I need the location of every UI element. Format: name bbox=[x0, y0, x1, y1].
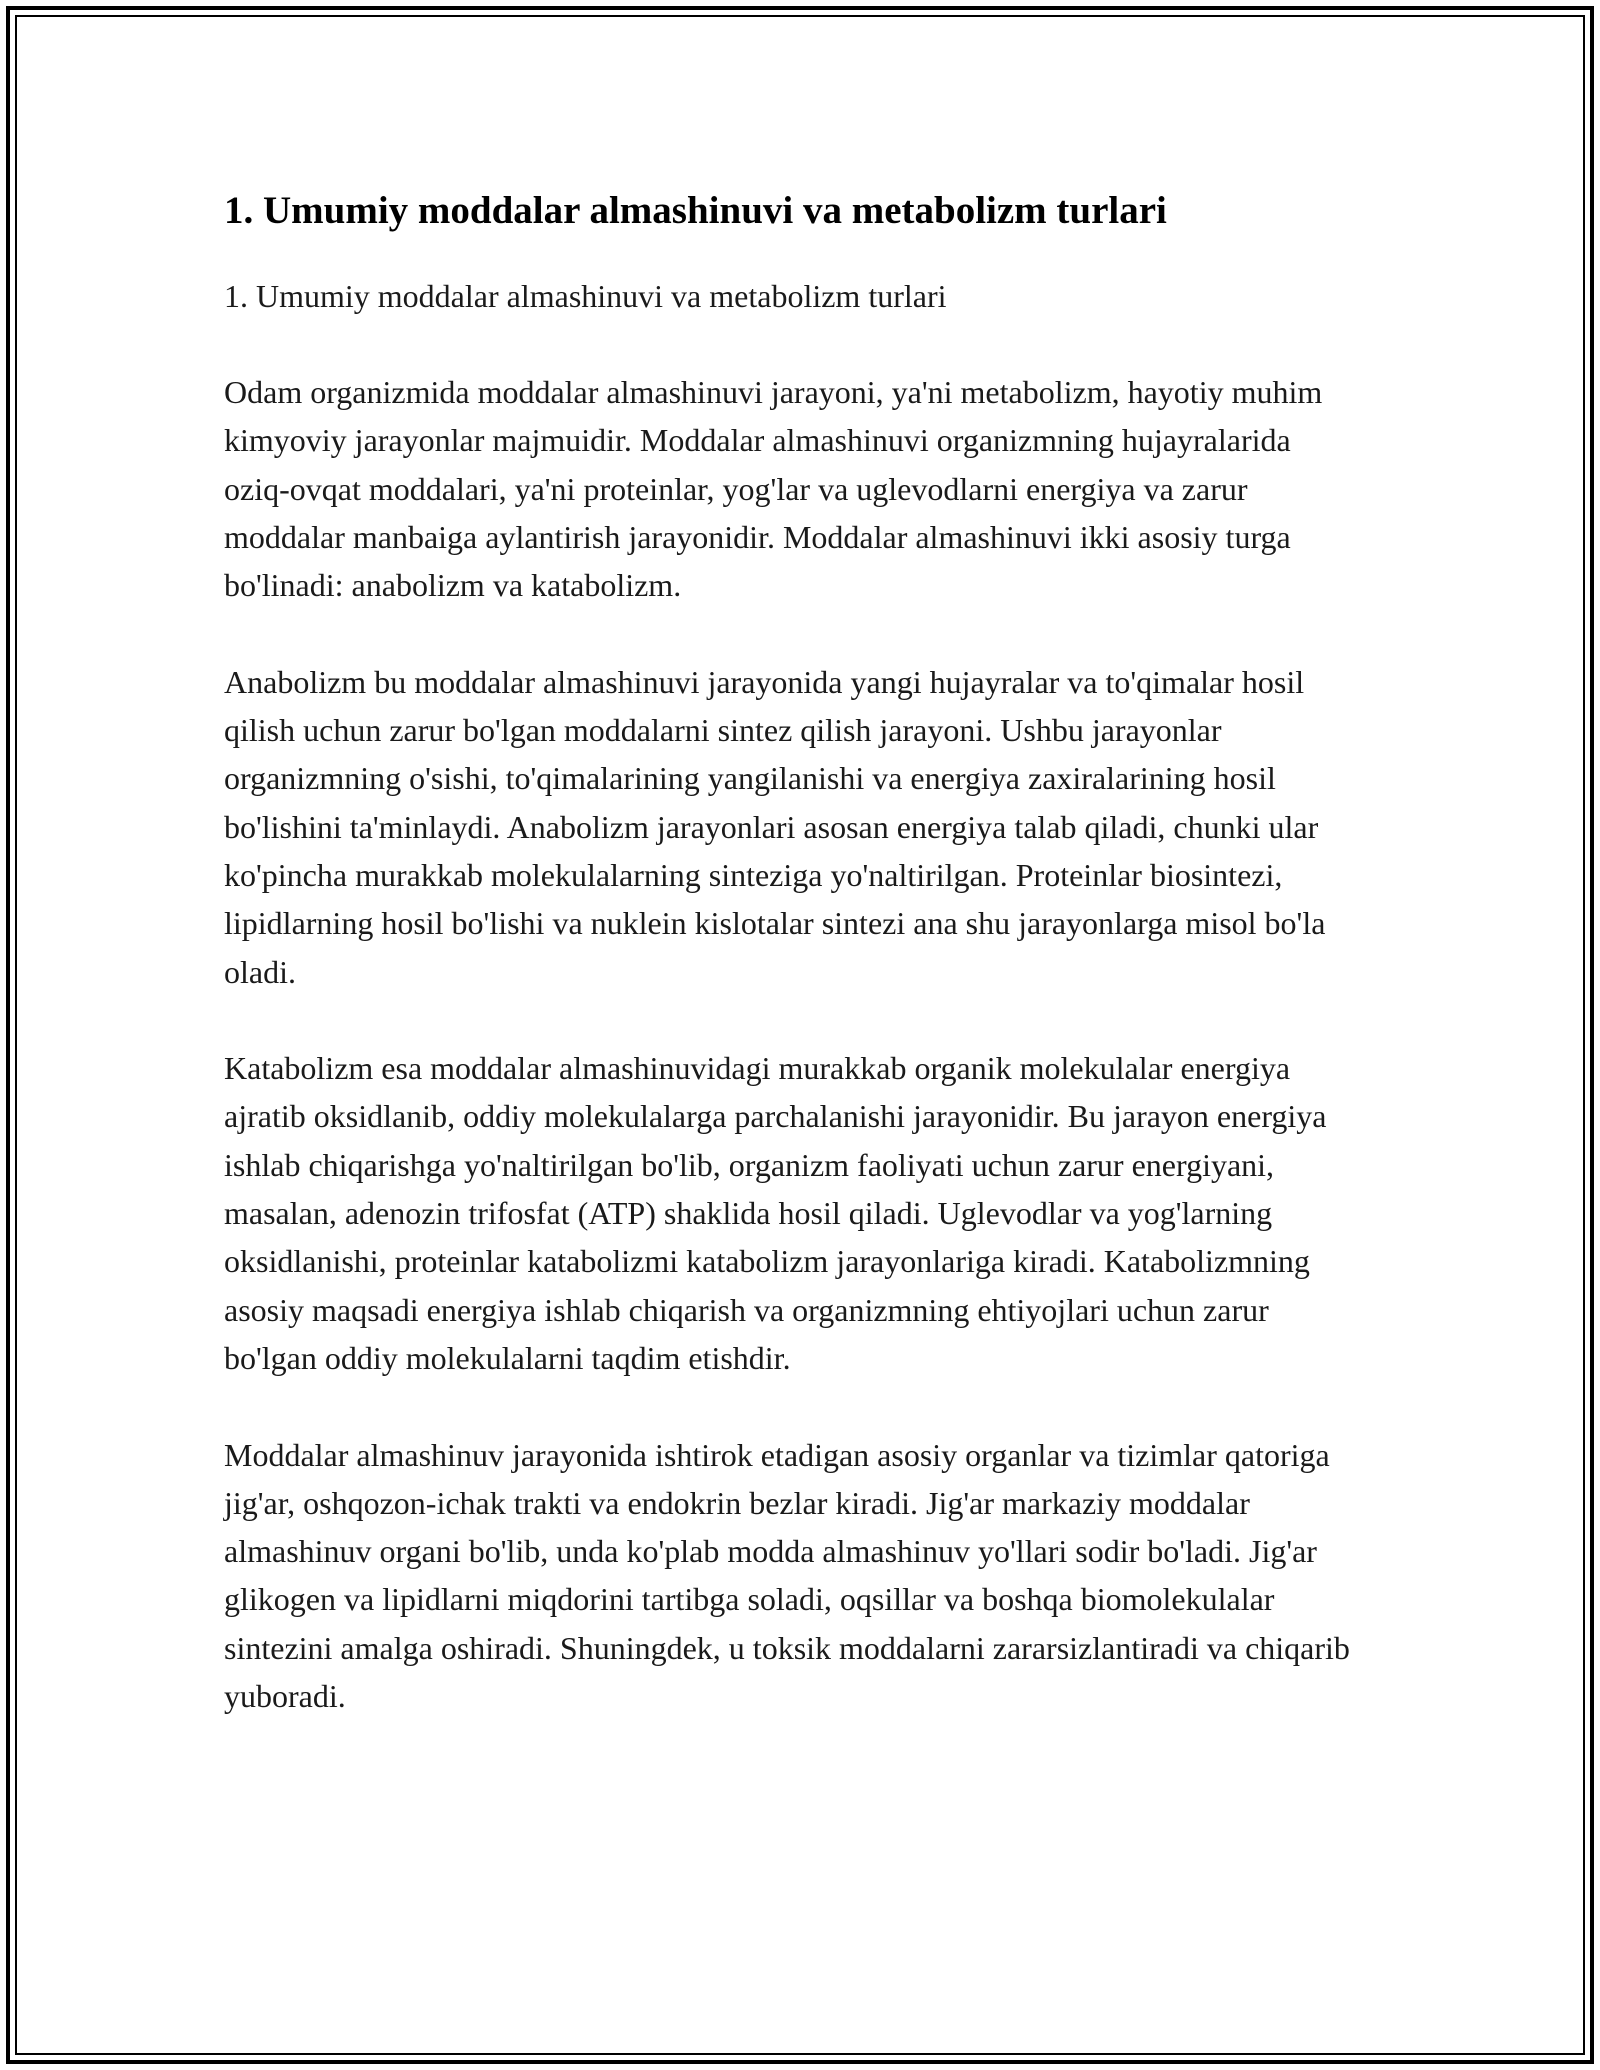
page-title: 1. Umumiy moddalar almashinuvi va metabolizm turlari bbox=[224, 189, 1167, 232]
paragraph-catabolism: Katabolizm esa moddalar almashinuvidagi murakkab organik molekulalar energiya ajratib oksidlanib, oddiy molekulalarga parchalanishi jarayonidir. Bu jarayon energiya ishlab chiqarishga yo'naltirilgan bo'lib, organizm faoliyati uchun zarur energiyani, masalan, adenozin trifosfat (ATP) shaklida hosil qiladi. Uglevodlar va yog'larning oksidlanishi, proteinlar katabolizmi katabolizm jarayonlariga kiradi. Katabolizmning asosiy maqsadi energiya ishlab chiqarish va organizmning ehtiyojlari uchun zarur bo'lgan oddiy molekulalarni taqdim etishdir. bbox=[224, 1050, 1327, 1376]
section-subtitle: 1. Umumiy moddalar almashinuvi va metabolizm turlari bbox=[224, 278, 947, 314]
paragraph-metabolism-intro: Odam organizmida moddalar almashinuvi jarayoni, ya'ni metabolizm, hayotiy muhim kimyoviy jarayonlar majmuidir. Moddalar almashinuvi organizmning hujayralarida oziq-ovqat moddalari, ya'ni proteinlar, yog'lar va uglevodlarni energiya va zarur moddalar manbaiga aylantirish jarayonidir. Moddalar almashinuvi ikki asosiy turga bo'linadi: anabolizm va katabolizm. bbox=[224, 374, 1323, 604]
paragraph-organs: Moddalar almashinuv jarayonida ishtirok etadigan asosiy organlar va tizimlar qatoriga jig'ar, oshqozon-ichak trakti va endokrin bezlar kiradi. Jig'ar markaziy moddalar almashinuv organi bo'lib, unda ko'plab modda almashinuv yo'llari sodir bo'ladi. Jig'ar glikogen va lipidlarni miqdorini tartibga soladi, oqsillar va boshqa biomolekulalar sintezini amalga oshiradi. Shuningdek, u toksik moddalarni zararsizlantiradi va chiqarib yuboradi. bbox=[224, 1436, 1350, 1715]
paragraph-anabolism: Anabolizm bu moddalar almashinuvi jarayonida yangi hujayralar va to'qimalar hosil qilish uchun zarur bo'lgan moddalarni sintez qilish jarayoni. Ushbu jarayonlar organizmning o'sishi, to'qimalarining yangilanishi va energiya zaxiralarining hosil bo'lishini ta'minlaydi. Anabolizm jarayonlari asosan energiya talab qiladi, chunki ular ko'pincha murakkab molekulalarning sinteziga yo'naltirilgan. Proteinlar biosintezi, lipidlarning hosil bo'lishi va nuklein kislotalar sintezi ana shu jarayonlarga misol bo'la oladi. bbox=[224, 663, 1326, 990]
document-body bbox=[224, 180, 1364, 1769]
